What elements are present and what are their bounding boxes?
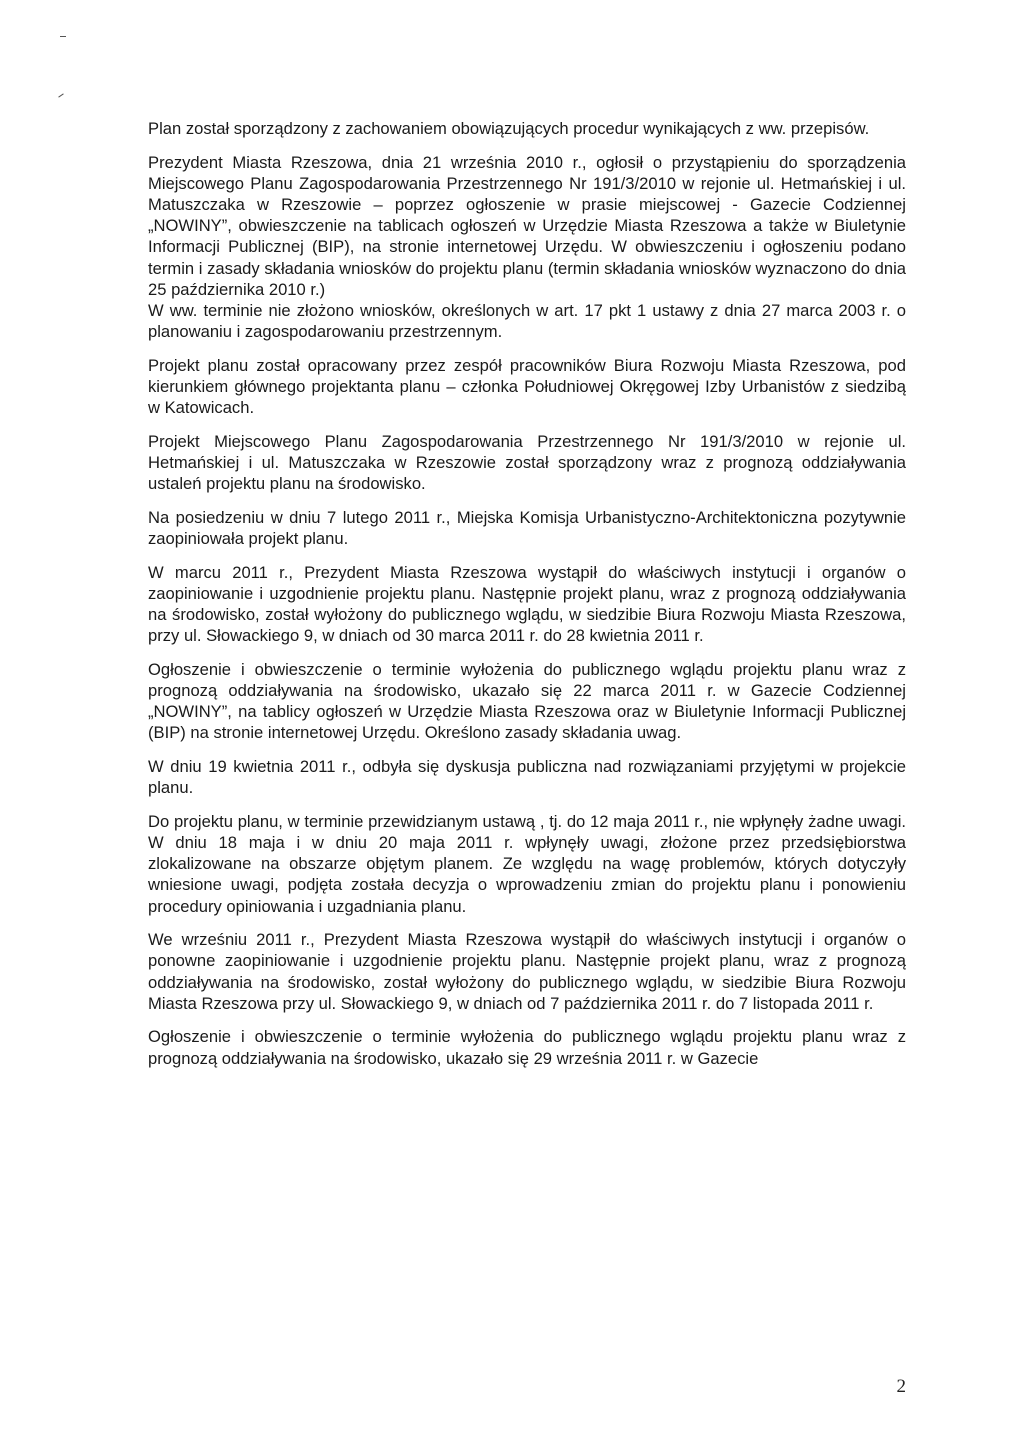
- paragraph-7: W marcu 2011 r., Prezydent Miasta Rzeszowa wystąpił do właściwych instytucji i organów o zaopiniowanie i uzgodnienie projektu planu. Następnie projekt planu, wraz z prognozą oddziaływania na środowisko, został wyłożony do publicznego wglądu, w siedzibie Biura Rozwoju Miasta Rzeszowa, przy ul. Słowackiego 9, w dniach od 30 marca 2011 r. do 28 kwietnia 2011 r.: [148, 562, 906, 646]
- paragraph-2: Prezydent Miasta Rzeszowa, dnia 21 września 2010 r., ogłosił o przystąpieniu do sporządzenia Miejscowego Planu Zagospodarowania Przestrzennego Nr 191/3/2010 w rejonie ul. Hetmańskiej i ul. Matuszczaka w Rzeszowie – poprzez ogłoszenie w prasie miejscowej - Gazecie Codziennej „NOWINY”, obwieszczenie na tablicach ogłoszeń w Urzędzie Miasta Rzeszowa a także w Biuletynie Informacji Publicznej (BIP), na stronie internetowej Urzędu. W obwieszczeniu i ogłoszeniu podano termin i zasady składania wniosków do projektu planu (termin składania wniosków wyznaczono do dnia 25 października 2010 r.): [148, 152, 906, 299]
- paragraph-3: W ww. terminie nie złożono wniosków, określonych w art. 17 pkt 1 ustawy z dnia 27 marca 2003 r. o planowaniu i zagospodarowaniu przestrzennym.: [148, 301, 906, 342]
- document-body: [148, 118, 906, 1081]
- paragraph-1: Plan został sporządzony z zachowaniem obowiązujących procedur wynikających z ww. przepisów.: [148, 119, 870, 138]
- paragraph-9: W dniu 19 kwietnia 2011 r., odbyła się dyskusja publiczna nad rozwiązaniami przyjętymi w projekcie planu.: [148, 757, 906, 798]
- paragraph-4: Projekt planu został opracowany przez zespół pracowników Biura Rozwoju Miasta Rzeszowa, pod kierunkiem głównego projektanta planu – członka Południowej Okręgowej Izby Urbanistów z siedzibą w Katowicach.: [148, 355, 906, 418]
- paragraph-8: Ogłoszenie i obwieszczenie o terminie wyłożenia do publicznego wglądu projektu planu wraz z prognozą oddziaływania na środowisko, ukazało się 22 marca 2011 r. w Gazecie Codziennej „NOWINY”, na tablicy ogłoszeń w Urzędzie Miasta Rzeszowa oraz w Biuletynie Informacji Publicznej (BIP) na stronie internetowej Urzędu. Określono zasady składania uwag.: [148, 659, 906, 743]
- paragraph-11: We wrześniu 2011 r., Prezydent Miasta Rzeszowa wystąpił do właściwych instytucji i organów o ponowne zaopiniowanie i uzgodnienie projektu planu. Następnie projekt planu, wraz z prognozą oddziaływania na środowisko, został wyłożony do publicznego wglądu, w siedzibie Biura Rozwoju Miasta Rzeszowa przy ul. Słowackiego 9, w dniach od 7 października 2011 r. do 7 listopada 2011 r.: [148, 930, 906, 1013]
- paragraph-5: Projekt Miejscowego Planu Zagospodarowania Przestrzennego Nr 191/3/2010 w rejonie ul. Hetmańskiej i ul. Matuszczaka w Rzeszowie został sporządzony wraz z prognozą oddziaływania ustaleń projektu planu na środowisko.: [148, 431, 906, 494]
- paragraph-6: Na posiedzeniu w dniu 7 lutego 2011 r., Miejska Komisja Urbanistyczno-Architektoniczna pozytywnie zaopiniowała projekt planu.: [148, 507, 906, 549]
- scan-mark: [60, 36, 66, 37]
- page-number: 2: [896, 1376, 906, 1397]
- scan-mark: [58, 93, 63, 97]
- paragraph-12: Ogłoszenie i obwieszczenie o terminie wyłożenia do publicznego wglądu projektu planu wraz z prognozą oddziaływania na środowisko, ukazało się 29 września 2011 r. w Gazecie: [148, 1027, 906, 1068]
- paragraph-10: Do projektu planu, w terminie przewidzianym ustawą , tj. do 12 maja 2011 r., nie wpłynęły żadne uwagi. W dniu 18 maja i w dniu 20 maja 2011 r. wpłynęły uwagi, złożone przez przedsiębiorstwa zlokalizowane na obszarze objętym planem. Ze względu na wagę problemów, których dotyczyły wniesione uwagi, podjęta została decyzja o wprowadzeniu zmian do projektu planu i ponowieniu procedury opiniowania i uzgadniania planu.: [148, 811, 906, 916]
